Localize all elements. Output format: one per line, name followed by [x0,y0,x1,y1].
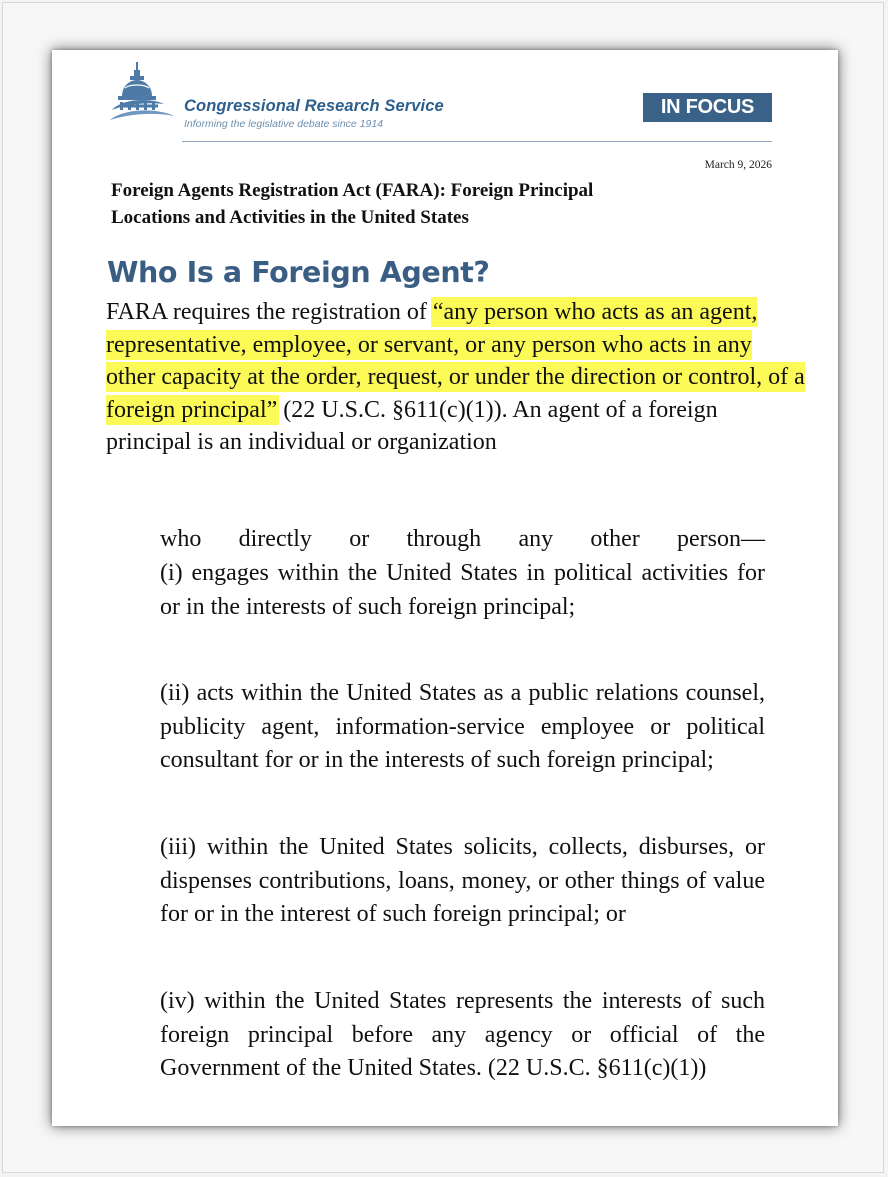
document-title-line-2: Locations and Activities in the United States [111,207,469,228]
document-title-line-1: Foreign Agents Registration Act (FARA): Foreign Principal [111,180,594,201]
highlighted-quote: “any person who acts as an agent, representative, employee, or servant, or any person who acts in any other capacity at the order, request, or under the direction or control, of a foreign principal” [106,299,805,423]
capitol-dome-icon [108,58,182,136]
clause-i: (i) engages within the United States in political activities for or in the interests of such foreign principal; [160,560,765,620]
org-name: Congressional Research Service [184,97,444,115]
section-heading: Who Is a Foreign Agent? [107,256,490,289]
header-divider [182,141,772,142]
clause-iv: (iv) within the United States represents the interests of such foreign principal before any agency or official of the Government of the United States. (22 U.S.C. §611(c)(1)) [160,988,765,1081]
in-focus-badge: IN FOCUS [643,93,772,122]
quote-lead: who directly or through any other person— [160,526,765,552]
paragraph-text: FARA requires the registration of [106,299,433,325]
document-title [111,177,771,231]
clause-iii: (iii) within the United States solicits, collects, disburses, or dispenses contributions, loans, money, or other things of value for or in the interest of such foreign principal; or [160,834,765,927]
org-tagline: Informing the legislative debate since 1914 [184,118,384,130]
document-page [52,50,838,1126]
clause-ii: (ii) acts within the United States as a public relations counsel, publicity agent, information-service employee or political consultant for or in the interests of such foreign principal; [160,680,765,773]
intro-paragraph [106,296,806,459]
publication-date: March 9, 2026 [704,159,772,171]
paragraph-text-continued: (22 U.S.C. §611(c)(1)). An agent of a foreign principal is an individual or organization [106,396,718,455]
